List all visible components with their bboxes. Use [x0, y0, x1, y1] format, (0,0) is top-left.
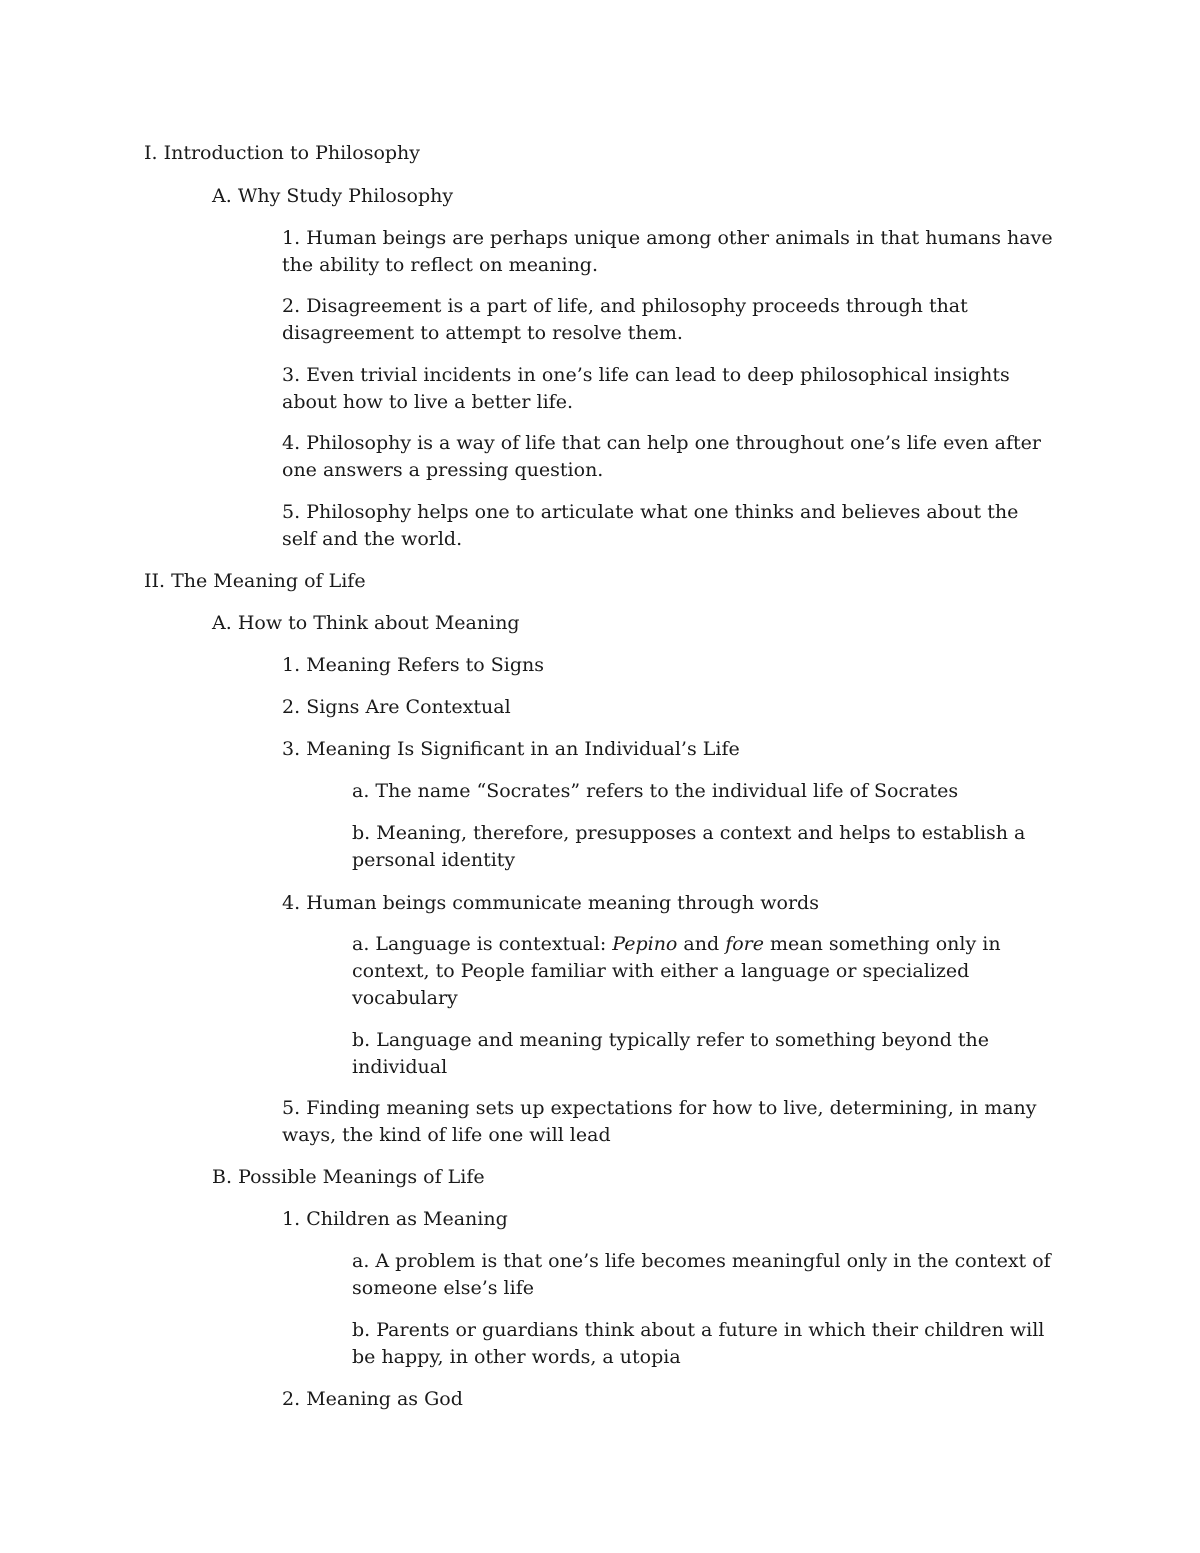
section-number: II. — [144, 570, 166, 592]
item-letter: b. — [352, 822, 371, 844]
list-item — [282, 1206, 1057, 1233]
item-text: mean something only in context, to People familiar with either a language or specialized vocabulary — [352, 933, 1001, 1009]
item-number: 1. — [282, 654, 301, 676]
item-letter: a. — [352, 1250, 370, 1272]
item-number: 2. — [282, 696, 301, 718]
item-letter: b. — [352, 1319, 371, 1341]
item-number: 4. — [282, 892, 301, 914]
subsection-heading — [212, 610, 1052, 637]
sub-list-item — [352, 1317, 1052, 1371]
item-text: Meaning Refers to Signs — [306, 654, 545, 676]
list-item — [282, 1386, 1057, 1413]
item-text: Children as Meaning — [306, 1208, 508, 1230]
item-letter: a. — [352, 780, 370, 802]
item-text: Human beings are perhaps unique among other animals in that humans have the ability to reflect on meaning. — [282, 227, 1053, 276]
item-number: 1. — [282, 227, 301, 249]
item-text: Meaning, therefore, presupposes a context and helps to establish a personal identity — [352, 822, 1026, 871]
item-text: Parents or guardians think about a future in which their children will be happy, in other words, a utopia — [352, 1319, 1045, 1368]
subsection-heading — [212, 1164, 1052, 1191]
list-item — [282, 890, 1057, 917]
list-item — [282, 694, 1057, 721]
item-letter: b. — [352, 1029, 371, 1051]
subsection-title: How to Think about Meaning — [237, 612, 520, 634]
subsection-letter: A. — [212, 185, 232, 207]
list-item — [282, 430, 1057, 484]
list-item — [282, 362, 1057, 416]
item-text: Language is contextual: — [375, 933, 613, 955]
item-text: A problem is that one’s life becomes meaningful only in the context of someone else’s life — [352, 1250, 1051, 1299]
section-number: I. — [144, 142, 158, 164]
item-text: Language and meaning typically refer to something beyond the individual — [352, 1029, 990, 1078]
item-letter: a. — [352, 933, 370, 955]
list-item — [282, 652, 1057, 679]
item-text: Finding meaning sets up expectations for how to live, determining, in many ways, the kind of life one will lead — [282, 1097, 1037, 1146]
item-text: Disagreement is a part of life, and philosophy proceeds through that disagreement to attempt to resolve them. — [282, 295, 968, 344]
item-text: Meaning as God — [306, 1388, 463, 1410]
item-number: 5. — [282, 501, 301, 523]
item-text: Human beings communicate meaning through words — [306, 892, 819, 914]
italic-term: fore — [725, 933, 764, 955]
section-title: Introduction to Philosophy — [163, 142, 421, 164]
item-number: 2. — [282, 295, 301, 317]
item-text: Even trivial incidents in one’s life can lead to deep philosophical insights about how to live a better life. — [282, 364, 1010, 413]
sub-list-item — [352, 1027, 1052, 1081]
item-number: 2. — [282, 1388, 301, 1410]
section-heading-2 — [144, 568, 1044, 595]
subsection-letter: A. — [212, 612, 232, 634]
italic-term: Pepino — [612, 933, 678, 955]
subsection-title: Possible Meanings of Life — [238, 1166, 485, 1188]
sub-list-item — [352, 778, 1052, 805]
item-text: and — [677, 933, 726, 955]
item-text: Philosophy is a way of life that can help one throughout one’s life even after one answers a pressing question. — [282, 432, 1041, 481]
section-title: The Meaning of Life — [171, 570, 366, 592]
sub-list-item — [352, 820, 1052, 874]
item-number: 3. — [282, 364, 301, 386]
subsection-title: Why Study Philosophy — [237, 185, 454, 207]
item-text: Philosophy helps one to articulate what one thinks and believes about the self and the world. — [282, 501, 1019, 550]
list-item — [282, 1095, 1057, 1149]
list-item — [282, 499, 1057, 553]
item-text: Meaning Is Significant in an Individual’s Life — [306, 738, 740, 760]
item-number: 3. — [282, 738, 301, 760]
sub-list-item — [352, 1248, 1052, 1302]
list-item — [282, 293, 1057, 347]
item-text: Signs Are Contextual — [306, 696, 511, 718]
section-heading-1 — [144, 140, 1044, 167]
item-number: 4. — [282, 432, 301, 454]
item-number: 1. — [282, 1208, 301, 1230]
list-item — [282, 736, 1057, 763]
item-number: 5. — [282, 1097, 301, 1119]
sub-list-item — [352, 931, 1052, 1012]
subsection-letter: B. — [212, 1166, 233, 1188]
item-text: The name “Socrates” refers to the individual life of Socrates — [375, 780, 959, 802]
subsection-heading — [212, 183, 1052, 210]
list-item — [282, 225, 1057, 279]
